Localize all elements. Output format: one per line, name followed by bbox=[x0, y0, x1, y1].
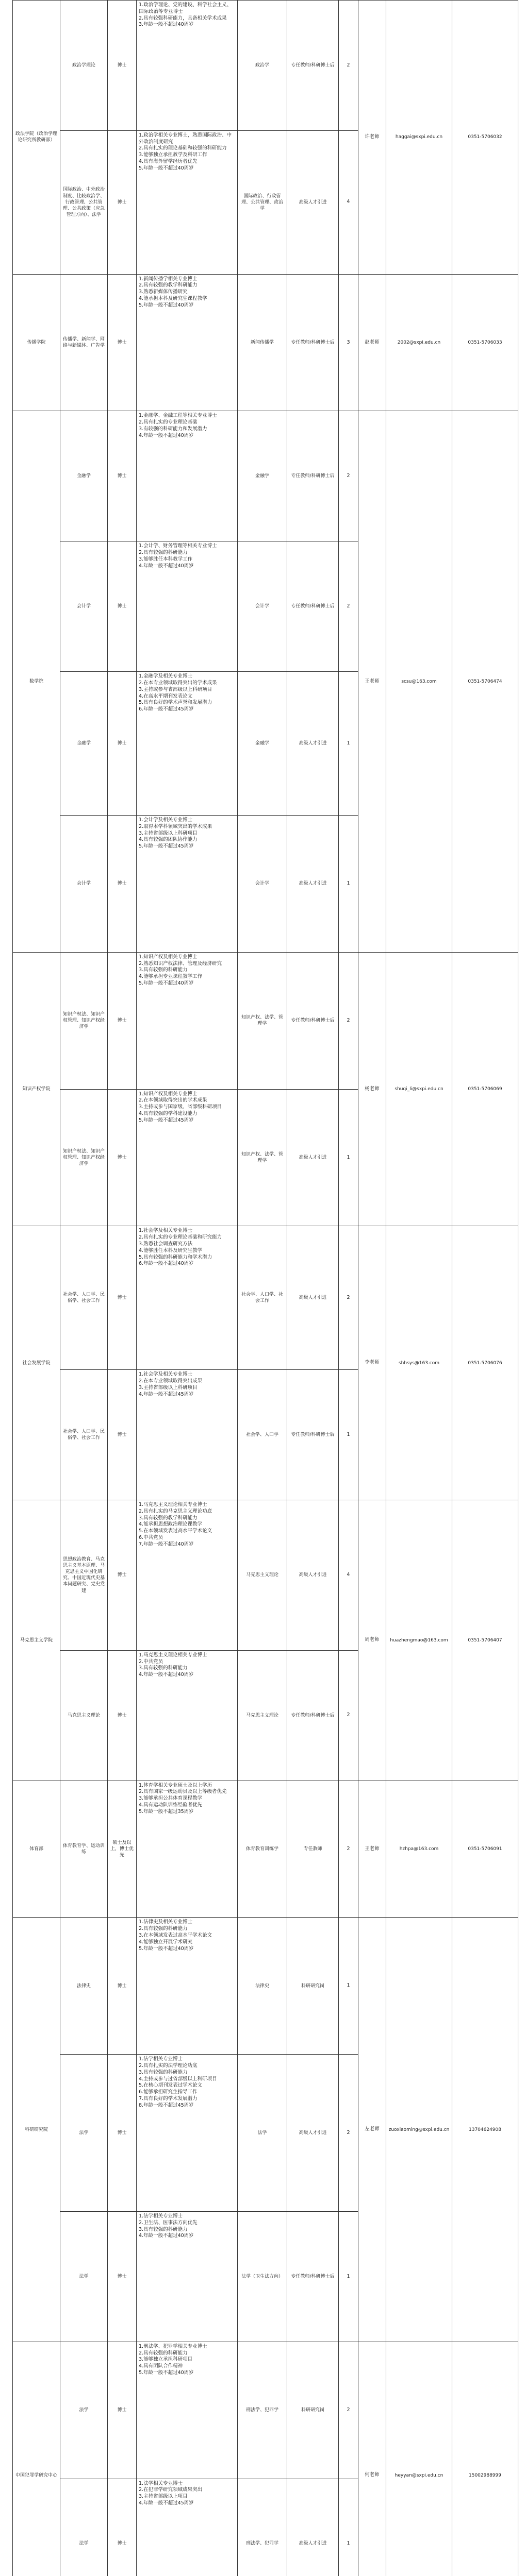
requirements-cell: 1.新闻传播学相关专业博士 2.具有较强的教学科研能力 3.熟悉新媒体传播研究 4.能承担本科及研究生课程教学 5.年龄一般不超过40周岁 bbox=[137, 274, 238, 411]
requirements-cell: 1.会计学及相关专业博士 2.取得本学科领域突出的学术成果 3.主持省部级以上科研项目 4.具有较强的团队协作能力 5.年龄一般不超过45周岁 bbox=[137, 815, 238, 952]
requirements-cell: 1.体育学相关专业硕士及以上学历 2.具有国家一级运动员及以上等级者优先 3.能够承担公共体育课程教学 4.具有运动队训练经验者优先 5.年龄一般不超过35周岁 bbox=[137, 1781, 238, 1918]
requirements-cell: 1.知识产权及相关专业博士 2.在本领域取得突出的学术成果 3.主持或参与国家级、省部级科研项目 4.具有较强的学科建设能力 5.年龄一般不超过45周岁 bbox=[137, 1089, 238, 1226]
category-cell: 高级人才引进 bbox=[287, 672, 339, 816]
unit-cell: 科研研究院 bbox=[13, 1918, 60, 2342]
table-row bbox=[13, 1, 518, 131]
discipline-cell: 法学 bbox=[60, 2479, 108, 2576]
degree-cell: 博士 bbox=[108, 1918, 137, 2055]
requirements-cell: 1.马克思主义理论相关专业博士 2.中共党员 3.具有较强的科研能力 4.年龄一般不超过40周岁 bbox=[137, 1650, 238, 1781]
degree-cell: 博士 bbox=[108, 2479, 137, 2576]
discipline-cell: 体育教育学、运动训练 bbox=[60, 1781, 108, 1918]
count-cell: 2 bbox=[339, 952, 358, 1089]
requirements-cell: 1.刑法学、犯罪学相关专业博士 2.具有较强的科研能力 3.能够独立承担科研项目 4.具有团队合作精神 5.年龄一般不超过40周岁 bbox=[137, 2342, 238, 2479]
count-cell: 4 bbox=[339, 130, 358, 274]
email-cell: shhsys@163.com bbox=[386, 1226, 452, 1500]
count-cell: 1 bbox=[339, 1089, 358, 1226]
count-cell: 2 bbox=[339, 1, 358, 131]
major-cell: 政治学 bbox=[238, 1, 287, 131]
degree-cell: 博士 bbox=[108, 815, 137, 952]
contact-cell: 李老师 bbox=[358, 1226, 386, 1500]
discipline-cell: 国际政治、中外政治制度、比较政治学、行政管理、公共管理、公共政策（应急管理方向）、法学 bbox=[60, 130, 108, 274]
requirements-cell: 1.法学相关专业博士 2.卫生法、医事法方向优先 3.具有较强的科研能力 4.年龄一般不超过40周岁 bbox=[137, 2212, 238, 2342]
email-cell: scsu@163.com bbox=[386, 411, 452, 952]
email-cell: 2002@sxpi.edu.cn bbox=[386, 274, 452, 411]
count-cell: 1 bbox=[339, 815, 358, 952]
phone-cell: 0351-5706474 bbox=[452, 411, 518, 952]
discipline-cell: 会计学 bbox=[60, 815, 108, 952]
category-cell: 专任教师/科研博士后 bbox=[287, 541, 339, 672]
contact-cell: 王老师 bbox=[358, 1781, 386, 1918]
table-row bbox=[13, 1226, 518, 1370]
degree-cell: 博士 bbox=[108, 130, 137, 274]
discipline-cell: 政治学理论 bbox=[60, 1, 108, 131]
major-cell: 法学 bbox=[238, 2055, 287, 2212]
requirements-cell: 1.法学相关专业博士 2.在犯罪学研究领域成果突出 3.主持省部级以上项目 4.年龄一般不超过45周岁 bbox=[137, 2479, 238, 2576]
requirements-cell: 1.法学相关专业博士 2.具有扎实的法学理论功底 3.具有较强的科研能力 4.主持或参与过省部级以上科研项目 5.在核心期刊发表过学术论文 6.能够承担研究生指导工作 7.具有良好的学术发展潜力 8.年龄一般不超过45周岁 bbox=[137, 2055, 238, 2212]
requirements-cell: 1.法律史及相关专业博士 2.具有较强的科研能力 3.在本领域发表过高水平学术论文 4.能够独立开展学术研究 5.年龄一般不超过40周岁 bbox=[137, 1918, 238, 2055]
major-cell: 会计学 bbox=[238, 541, 287, 672]
major-cell: 社会学、人口学 bbox=[238, 1370, 287, 1500]
unit-cell: 马克思主义学院 bbox=[13, 1500, 60, 1781]
count-cell: 2 bbox=[339, 1226, 358, 1370]
phone-cell: 15002988999 bbox=[452, 2342, 518, 2576]
discipline-cell: 法学 bbox=[60, 2342, 108, 2479]
category-cell: 专任教师/科研博士后 bbox=[287, 1, 339, 131]
table-row bbox=[13, 952, 518, 1089]
contact-cell: 左老师 bbox=[358, 1918, 386, 2342]
contact-cell: 周老师 bbox=[358, 1500, 386, 1781]
requirements-cell: 1.金融学及相关专业博士 2.在本专业领域取得突出的学术成果 3.主持或参与省部级以上科研项目 4.在高水平期刊发表论文 5.具有良好的学术声誉和发展潜力 6.年龄一般不超过45周岁 bbox=[137, 672, 238, 816]
discipline-cell: 法律史 bbox=[60, 1918, 108, 2055]
major-cell: 新闻传播学 bbox=[238, 274, 287, 411]
major-cell: 知识产权、法学、管理学 bbox=[238, 952, 287, 1089]
email-cell: shuqi_li@sxpi.edu.cn bbox=[386, 952, 452, 1226]
unit-cell: 政法学院（政治学理论研究所教研部） bbox=[13, 1, 60, 275]
count-cell: 4 bbox=[339, 1500, 358, 1650]
discipline-cell: 知识产权法、知识产权管理、知识产权经济学 bbox=[60, 952, 108, 1089]
major-cell: 知识产权、法学、管理学 bbox=[238, 1089, 287, 1226]
count-cell: 1 bbox=[339, 2212, 358, 2342]
category-cell: 专任教师/科研博士后 bbox=[287, 2212, 339, 2342]
discipline-cell: 金融学 bbox=[60, 672, 108, 816]
phone-cell: 0351-5706069 bbox=[452, 952, 518, 1226]
discipline-cell: 社会学、人口学、民俗学、社会工作 bbox=[60, 1370, 108, 1500]
recruitment-table-body bbox=[13, 1, 518, 2576]
degree-cell: 博士 bbox=[108, 274, 137, 411]
degree-cell: 博士 bbox=[108, 2342, 137, 2479]
category-cell: 专任教师/科研博士后 bbox=[287, 1370, 339, 1500]
major-cell: 国际政治、行政管理、公共管理、政治学 bbox=[238, 130, 287, 274]
table-row bbox=[13, 1918, 518, 2055]
phone-cell: 0351-5706033 bbox=[452, 274, 518, 411]
discipline-cell: 传播学、新闻学、网络与新媒体、广告学 bbox=[60, 274, 108, 411]
major-cell: 马克思主义理论 bbox=[238, 1650, 287, 1781]
count-cell: 3 bbox=[339, 274, 358, 411]
degree-cell: 博士 bbox=[108, 1500, 137, 1650]
discipline-cell: 会计学 bbox=[60, 541, 108, 672]
discipline-cell: 法学 bbox=[60, 2212, 108, 2342]
degree-cell: 硕士及以上，博士优先 bbox=[108, 1781, 137, 1918]
unit-cell: 中国犯罪学研究中心 bbox=[13, 2342, 60, 2576]
requirements-cell: 1.马克思主义理论相关专业博士 2.具有扎实的马克思主义理论功底 3.具有较强的教学科研能力 4.能承担思想政治理论课教学 5.在本领域发表过高水平学术论文 6.中共党员 7.年龄一般不超过40周岁 bbox=[137, 1500, 238, 1650]
degree-cell: 博士 bbox=[108, 2055, 137, 2212]
category-cell: 高级人才引进 bbox=[287, 130, 339, 274]
category-cell: 专任教师/科研博士后 bbox=[287, 274, 339, 411]
category-cell: 高级人才引进 bbox=[287, 1500, 339, 1650]
requirements-cell: 1.社会学及相关专业博士 2.具有扎实的专业理论基础和研究能力 3.熟悉社会调查研究方法 4.能够胜任本科及研究生教学 5.具有较强的科研能力和学术潜力 6.年龄一般不超过40周岁 bbox=[137, 1226, 238, 1370]
table-row bbox=[13, 411, 518, 541]
unit-cell: 传播学院 bbox=[13, 274, 60, 411]
major-cell: 社会学、人口学、社会工作 bbox=[238, 1226, 287, 1370]
contact-cell: 赵老师 bbox=[358, 274, 386, 411]
degree-cell: 博士 bbox=[108, 1650, 137, 1781]
category-cell: 专任教师/科研博士后 bbox=[287, 952, 339, 1089]
category-cell: 高级人才引进 bbox=[287, 2479, 339, 2576]
requirements-cell: 1.金融学、金融工程等相关专业博士 2.具有扎实的专业理论基础 3.有较强的科研能力和发展潜力 4.年龄一般不超过40周岁 bbox=[137, 411, 238, 541]
major-cell: 刑法学、犯罪学 bbox=[238, 2342, 287, 2479]
degree-cell: 博士 bbox=[108, 952, 137, 1089]
degree-cell: 博士 bbox=[108, 541, 137, 672]
count-cell: 1 bbox=[339, 1370, 358, 1500]
category-cell: 高级人才引进 bbox=[287, 1089, 339, 1226]
count-cell: 2 bbox=[339, 1650, 358, 1781]
requirements-cell: 1.社会学及相关专业博士 2.在本专业领域取得突出成果 3.主持省部级以上科研项目 4.年龄一般不超过45周岁 bbox=[137, 1370, 238, 1500]
category-cell: 专任教师 bbox=[287, 1781, 339, 1918]
degree-cell: 博士 bbox=[108, 411, 137, 541]
contact-cell: 王老师 bbox=[358, 411, 386, 952]
table-row bbox=[13, 1781, 518, 1918]
discipline-cell: 社会学、人口学、民俗学、社会工作 bbox=[60, 1226, 108, 1370]
category-cell: 高级人才引进 bbox=[287, 2055, 339, 2212]
requirements-cell: 1.知识产权及相关专业博士 2.熟悉知识产权法律、管理及经济研究 3.具有较强的科研能力 4.能够承担专业课程教学工作 5.年龄一般不超过40周岁 bbox=[137, 952, 238, 1089]
count-cell: 2 bbox=[339, 541, 358, 672]
discipline-cell: 思想政治教育、马克思主义基本原理、马克思主义中国化研究、中国近现代史基本问题研究、党史党建 bbox=[60, 1500, 108, 1650]
degree-cell: 博士 bbox=[108, 2212, 137, 2342]
email-cell: hzhpa@163.com bbox=[386, 1781, 452, 1918]
count-cell: 2 bbox=[339, 1781, 358, 1918]
table-row bbox=[13, 274, 518, 411]
major-cell: 会计学 bbox=[238, 815, 287, 952]
phone-cell: 13704624908 bbox=[452, 1918, 518, 2342]
recruitment-table bbox=[12, 0, 518, 2576]
major-cell: 马克思主义理论 bbox=[238, 1500, 287, 1650]
requirements-cell: 1.政治学理论、党的建设、科学社会主义、国际政治等专业博士 2.具有较强科研能力，具备相关学术成果 3.年龄一般不超过40周岁 bbox=[137, 1, 238, 131]
category-cell: 专任教师/科研博士后 bbox=[287, 1650, 339, 1781]
contact-cell: 杨老师 bbox=[358, 952, 386, 1226]
contact-cell: 何老师 bbox=[358, 2342, 386, 2576]
phone-cell: 0351-5706076 bbox=[452, 1226, 518, 1500]
major-cell: 法律史 bbox=[238, 1918, 287, 2055]
discipline-cell: 金融学 bbox=[60, 411, 108, 541]
unit-cell: 社会发展学院 bbox=[13, 1226, 60, 1500]
requirements-cell: 1.会计学、财务管理等相关专业博士 2.具有较强的科研能力 3.能够胜任本科教学工作 4.年龄一般不超过40周岁 bbox=[137, 541, 238, 672]
unit-cell: 体育部 bbox=[13, 1781, 60, 1918]
category-cell: 科研研究岗 bbox=[287, 2342, 339, 2479]
degree-cell: 博士 bbox=[108, 1226, 137, 1370]
phone-cell: 0351-5706407 bbox=[452, 1500, 518, 1781]
major-cell: 法学（卫生法方向） bbox=[238, 2212, 287, 2342]
major-cell: 金融学 bbox=[238, 411, 287, 541]
category-cell: 专任教师/科研博士后 bbox=[287, 411, 339, 541]
count-cell: 2 bbox=[339, 2055, 358, 2212]
category-cell: 科研研究岗 bbox=[287, 1918, 339, 2055]
email-cell: zuoxiaoming@sxpi.edu.cn bbox=[386, 1918, 452, 2342]
phone-cell: 0351-5706032 bbox=[452, 1, 518, 275]
count-cell: 2 bbox=[339, 2342, 358, 2479]
count-cell: 1 bbox=[339, 672, 358, 816]
degree-cell: 博士 bbox=[108, 1, 137, 131]
major-cell: 刑法学、犯罪学 bbox=[238, 2479, 287, 2576]
count-cell: 2 bbox=[339, 411, 358, 541]
category-cell: 高级人才引进 bbox=[287, 815, 339, 952]
degree-cell: 博士 bbox=[108, 1089, 137, 1226]
contact-cell: 许老师 bbox=[358, 1, 386, 275]
unit-cell: 知识产权学院 bbox=[13, 952, 60, 1226]
email-cell: heyyan@sxpi.edu.cn bbox=[386, 2342, 452, 2576]
table-row bbox=[13, 2342, 518, 2479]
major-cell: 体育教育训练学 bbox=[238, 1781, 287, 1918]
count-cell: 1 bbox=[339, 2479, 358, 2576]
phone-cell: 0351-5706091 bbox=[452, 1781, 518, 1918]
unit-cell: 数学院 bbox=[13, 411, 60, 952]
major-cell: 金融学 bbox=[238, 672, 287, 816]
requirements-cell: 1.政治学相关专业博士，熟悉国际政治、中外政治制度研究 2.具有扎实的理论基础和较强的科研能力 3.能够独立承担教学及科研工作 4.具有海外留学经历者优先 5.年龄一般不超过40周岁 bbox=[137, 130, 238, 274]
discipline-cell: 马克思主义理论 bbox=[60, 1650, 108, 1781]
category-cell: 高级人才引进 bbox=[287, 1226, 339, 1370]
email-cell: huazhengmao@163.com bbox=[386, 1500, 452, 1781]
table-row bbox=[13, 1500, 518, 1650]
discipline-cell: 知识产权法、知识产权管理、知识产权经济学 bbox=[60, 1089, 108, 1226]
email-cell: haggai@sxpi.edu.cn bbox=[386, 1, 452, 275]
discipline-cell: 法学 bbox=[60, 2055, 108, 2212]
count-cell: 1 bbox=[339, 1918, 358, 2055]
degree-cell: 博士 bbox=[108, 1370, 137, 1500]
degree-cell: 博士 bbox=[108, 672, 137, 816]
